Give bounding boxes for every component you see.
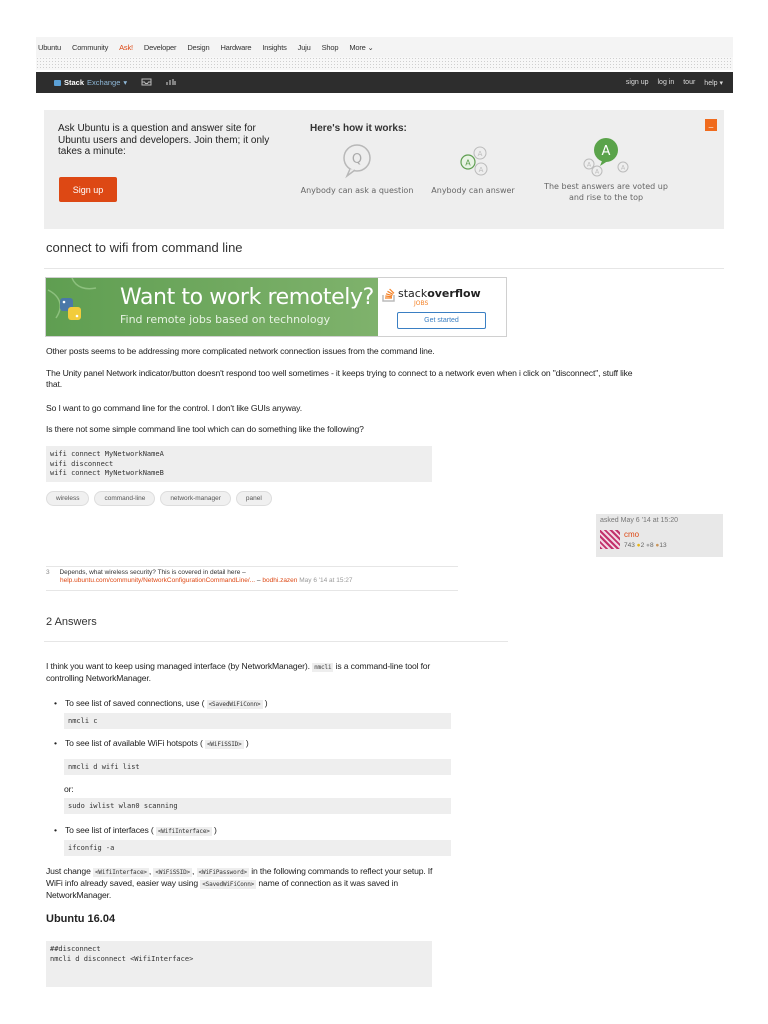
ad-brand-jobs: JOBS [414,300,429,307]
bullet-interfaces [54,825,217,835]
asker-username[interactable]: cmo [624,530,640,539]
or-label: or: [64,784,74,794]
welcome-intro: Ask Ubuntu is a question and answer site for Ubuntu users and developers. Join them; it only takes a minute: [58,123,270,157]
welcome-box [44,110,724,229]
bullet-1-end: ) [264,698,268,708]
inline-code-password: <WiFiPassword> [198,869,247,876]
ad-subline: Find remote jobs based on technology [120,313,331,326]
code-ifconfig: ifconfig -a [64,840,451,856]
answers-heading: 2 Answers [46,616,97,628]
change-text-a: Just change [46,866,91,876]
bullet-3-text: To see list of interfaces ( [64,825,154,835]
question-comment [46,569,458,591]
question-paragraph-2: The Unity panel Network indicator/button doesn't respond too well sometimes - it keeps trying to connect to a network even when i click on "disconnect", stuff like that. [46,368,633,389]
question-paragraph-4: Is there not some simple command line tool which can do something like the following? [46,424,364,434]
code-iwlist: sudo iwlist wlan0 scanning [64,798,451,814]
comment-author[interactable]: bodhi.zazen [262,577,298,584]
login-link[interactable]: log in [657,78,675,86]
comment-time[interactable]: May 6 '14 at 15:27 [299,577,353,584]
nav-insights[interactable]: Insights [262,42,287,52]
brand-stack: Stack [64,78,85,87]
bronze-badge-count: 13 [659,542,667,549]
bullet-2-text: To see list of available WiFi hotspots ( [64,738,203,748]
brand-caret: ▾ [123,78,128,87]
gold-badge-count: 2 [640,542,645,549]
question-tags [46,491,272,506]
ad-brand-overflow: overflow [427,287,481,300]
svg-text:A: A [465,158,471,168]
tour-link[interactable]: tour [683,78,696,86]
ad-brand-stack: stack [398,287,428,300]
question-paragraph-3: So I want to go command line for the control. I don't like GUIs anyway. [46,403,302,413]
tag-network-manager[interactable]: network-manager [160,491,231,506]
inline-code-saved-conn-2: <SavedWiFiConn> [202,881,255,888]
get-started-button[interactable]: Get started [397,312,486,329]
comment-dash: – [256,577,261,584]
question-paragraph-1: Other posts seems to be addressing more complicated network connection issues from the command line. [46,346,435,356]
svg-text:Q: Q [351,152,363,167]
svg-text:A: A [594,168,600,176]
nav-more[interactable]: More ⌄ [349,42,374,52]
code-nmcli-c: nmcli c [64,713,451,729]
answer-intro-a: I think you want to keep using managed interface (by NetworkManager). [46,661,310,671]
stackoverflow-logo-icon [382,286,396,302]
inline-code-nmcli: nmcli [314,664,332,671]
stackexchange-menu[interactable] [54,78,127,87]
inline-code-wifi-interface: <WifiInterface> [157,828,210,835]
question-code-block: wifi connect MyNetworkNameA wifi disconnect wifi connect MyNetworkNameB [46,446,432,482]
reputation-score: 743 [624,542,635,549]
change-text-b: in the following commands to reflect your setup. If WiFi info already saved, easier way using [46,866,433,888]
how-it-works-heading: Here's how it works: [310,123,407,134]
change-comma-2: , [192,866,195,876]
stackexchange-logo-icon [54,80,61,86]
change-comma-1: , [148,866,152,876]
inline-code-wifi-ssid: <WiFiSSID> [206,741,242,748]
nav-juju[interactable]: Juju [297,42,311,52]
gold-badge-icon: ● [636,542,641,549]
code-disconnect: ##disconnect nmcli d disconnect <WifiInterface> [46,941,432,987]
silver-badge-icon: ● [646,542,650,549]
bullet-saved-connections [54,698,267,708]
nav-hardware[interactable]: Hardware [220,42,252,52]
answers-divider [44,641,508,642]
bronze-badge-icon: ● [655,542,660,549]
comment-text: Depends, what wireless security? This is covered in detail here – [59,569,246,576]
code-nmcli-wifi-list: nmcli d wifi list [64,759,451,775]
close-welcome-button[interactable]: _ [705,119,717,131]
nav-community[interactable]: Community [72,42,109,52]
signup-button[interactable]: Sign up [59,177,117,202]
achievements-icon[interactable] [166,78,176,88]
step-answer [408,141,538,196]
step-ask-caption: Anybody can ask a question [300,186,414,195]
nav-design[interactable]: Design [187,42,210,52]
bullet-3-end: ) [214,825,217,835]
answer-change-paragraph [46,866,436,901]
ad-brand [398,287,481,307]
asked-date: asked May 6 '14 at 15:20 [600,517,678,524]
title-divider [44,268,724,269]
asker-reputation [624,542,667,549]
inbox-icon[interactable] [141,78,152,88]
silver-badge-count: 8 [649,542,654,549]
change-text-end: name of connection as it was saved in NetworkManager. [46,878,399,900]
bullet-1-text: To see list of saved connections, use ( [64,698,205,708]
stackexchange-bar [36,72,733,93]
avatar[interactable] [600,530,620,549]
brand-exchange: Exchange [87,78,121,87]
python-logo-icon [46,278,116,336]
ad-green-panel [46,278,378,336]
nav-ask[interactable]: Ask! [119,42,133,52]
step-answer-caption: Anybody can answer [431,186,515,195]
ask-icon [337,141,377,179]
step-ask [292,141,422,196]
ubuntu-1604-heading: Ubuntu 16.04 [46,913,116,925]
step-voted-caption: The best answers are voted up and rise to the top [544,182,668,202]
tag-wireless[interactable]: wireless [46,491,89,506]
comment-divider [46,566,458,567]
ubuntu-top-nav [36,37,733,57]
tag-command-line[interactable]: command-line [94,491,155,506]
signup-link[interactable]: sign up [625,78,649,86]
svg-text:A: A [478,166,484,174]
answer-intro-b: is a command-line tool for controlling NetworkManager. [46,661,431,683]
answer-icon [453,141,493,179]
bullet-wifi-hotspots [54,738,249,748]
inline-code-ssid: <WiFiSSID> [155,869,191,876]
answer-intro [46,661,456,684]
nav-developer[interactable]: Developer [143,42,177,52]
svg-text:A: A [586,161,592,169]
nav-shop[interactable]: Shop [321,42,339,52]
ad-headline: Want to work remotely? [120,285,374,310]
bullet-2-end: ) [245,738,249,748]
step-voted [541,137,671,203]
svg-text:A: A [601,144,611,159]
comment-link[interactable]: help.ubuntu.com/community/NetworkConfigurationCommandLine/... [60,577,256,584]
help-menu[interactable]: help ▾ [704,79,723,87]
jobs-ad-banner[interactable] [45,277,507,337]
inline-code-saved-conn: <SavedWiFiConn> [208,701,261,708]
svg-text:A: A [620,164,626,172]
tag-panel[interactable]: panel [236,491,272,506]
dotted-divider [36,57,733,70]
svg-text:A: A [477,150,483,158]
question-title[interactable]: connect to wifi from command line [46,240,243,255]
comment-score: 3 [46,569,50,576]
inline-code-iface: <WifiInterface> [94,869,147,876]
asked-user-card [596,514,723,557]
voted-icon [578,137,634,179]
nav-ubuntu[interactable]: Ubuntu [38,42,61,52]
